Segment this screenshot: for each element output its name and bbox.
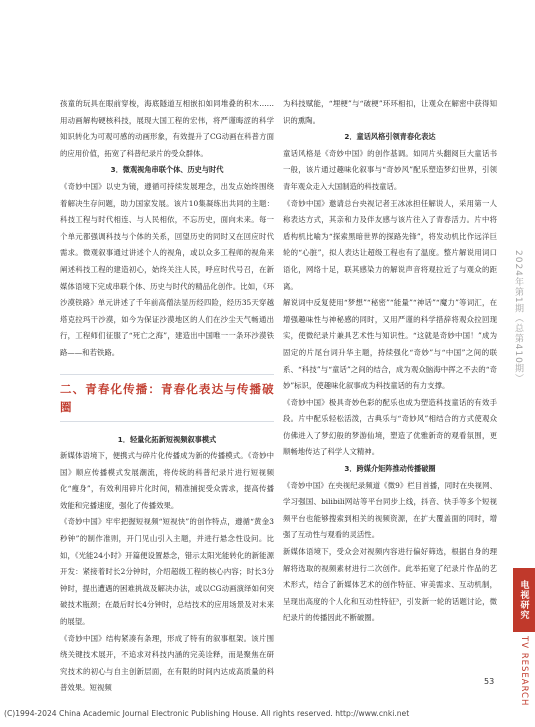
body-paragraph: 新媒体语境下，受众会对视频内容进行偏好筛选，根据自身的理解将选取的视频素材进行二次创作。此举拓宽了纪录片作品的艺术形式，结合了新媒体艺术的创作特征、审美需求、互动机制，呈现出高度的个人化和互动性特征³，引发新一轮的话题讨论，微纪录片的传播因此不断破圈。 [283,547,497,623]
subsection-heading: 3．微观视角串联个体、历史与时代 [110,165,224,175]
body-paragraph: 《奇妙中国》邀请总台央视记者王冰冰担任解说人，采用第一人称表达方式，其亲和力及伴友感与该片往入了青春活力。片中将盾构机比喻为“探索黑暗世界的探路先锋”，将发动机比作远洋巨轮的“心脏”，拟人表达让超级工程也有了温度。整片解说用词口语化，网络十足，联其感染力的解说声音将观拉近了与观众的距离。 [283,198,497,291]
right-column [283,96,497,627]
subsection-heading: 1．轻量化拓新短视频叙事模式 [117,434,217,444]
page-number: 53 [484,677,495,686]
section-heading: 二、青春化传播：青春化表达与传播破圈 [60,374,274,422]
issue-label: 2024年第1期（总第410期） [513,250,523,384]
subsection-heading: 2．童话风格引领青春化表达 [344,132,436,142]
body-paragraph: 童话风格是《奇妙中国》的创作基调。如同片头翻阅巨大童话书一般，该片通过趣味化叙事与“奇妙风”配乐塑造梦幻世界，引领青年观众走入大国制造的科技童话。 [283,148,497,191]
copyright-footer: (C)1994-2024 China Academic Journal Electronic Publishing House. All rights reserved. http://www.cnki.net [4,709,410,718]
journal-name-label: TV RESEARCH [519,636,529,707]
body-paragraph: 解说词中反复使用“梦想”“秘密”“能量”“神话”“魔力”等词汇，在增强趣味性与神秘感的同时，又用严谨的科学措辞将观众拉回现实，使微纪录片兼具艺术性与知识性。“这就是奇妙中国！”成为固定的片尾台词升华主题，持续强化“奇妙”与“中国”之间的联系、“科技”与“童话”之间的结合，成为观众脑海中挥之不去的“奇妙”标识，使趣味化叙事成为科技童话的有力支撑。 [283,298,497,391]
body-paragraph: 为科技赋能，“埋梗”与“破梗”环环相扣，让观众在解密中获得知识的熏陶。 [283,99,497,125]
journal-section-tab: 电视研究 [513,568,535,632]
body-paragraph: 《奇妙中国》在央视纪录频道《微9》栏目首播，同时在央视网、学习强国、bilibili网站等平台同步上线，抖音、快手等多个短视频平台也能够搜索到相关的视频资源，在扩大覆盖面的同时，增强了互动性与观看的灵活性。 [283,480,497,540]
body-paragraph: 《奇妙中国》以史为镜，遵循可持续发展理念，出发点始终围绕着解决生存问题，助力国家发展。该片10集凝练出共同的主题：科技工程与时代相连、与人民相依，不忘历史，面向未来。每一个单元都强调科技与个体的关系，回望历史的同时又在回应时代需求。微观叙事通过讲述个人的视角，或以众多工程师的视角来阐述科技工程的建造初心，始终关注人民，呼应时代号召，在新媒体语境下完成串联个体、历史与时代的精品化创作。比如，《环沙漠铁路》单元讲述了千年前高僧法显历经四险，经历35天穿越塔克拉玛干沙漠，如今为保证沙漠地区的人们在沙尘天气畅通出行，工程师们征服了“死亡之海”，建造出中国唯一一条环沙漠铁路——和若铁路。 [60,181,274,357]
body-paragraph: 《奇妙中国》牢牢把握短视频“短视快”的创作特点，遵循“黄金3秒钟”的制作准则，开门见山引入主题，并进行悬念性设问。比如，《光能24小时》开篇便设置悬念，错示太阳光能转化的新能源开发：紧接着时长2分钟时，介绍超级工程的核心内容；时长3分钟时，提出遭遇的困难挑战及解决办法，或以CG动画演绎如何突破技术瓶颈；在最后时长4分钟时，总结技术的应用场景及对未来的展望。 [60,517,274,627]
body-paragraph: 《奇妙中国》结构紧凑有条理，形成了特有的叙事框架。该片围绕关键技术展开，不追求对科技内涵的完美诠释，而是聚焦在研究技术的初心与自主创新层面，在有限的时间内达成高质量的科普效果。短视频 [60,633,274,693]
body-paragraph: 《奇妙中国》极具奇妙色彩的配乐也成为塑造科技童话的有效手段。片中配乐轻松活泼，古典乐与“奇妙风”相结合的方式使观众仿佛进入了梦幻般的梦游仙境，塑造了优雅新奇的观看氛围，更顺畅地传达了科学人文精神。 [283,397,497,457]
body-paragraph: 孩童的玩具在眼前穿梭，海底隧道互相嵌扣如同堆叠的积木……用动画解构硬核科技，展现大国工程的宏伟，将严谨晦涩的科学知识转化为可观可感的动画形象，有效提升了CG动画在科普方面的应用价值，拓宽了科普纪录片的受众群体。 [60,99,274,158]
subsection-heading: 3．跨媒介矩阵推动传播破圈 [344,464,436,474]
body-paragraph: 新媒体语境下，便携式与碎片化传播成为新的传播模式。《奇妙中国》顺应传播模式发展潮流，将传统的科普纪录片进行短视频化“瘦身”，有效利用碎片化时间，精准捕捉受众需求，提高传播效能和完播速度，强化了传播效果。 [60,451,274,510]
left-column [60,96,274,697]
